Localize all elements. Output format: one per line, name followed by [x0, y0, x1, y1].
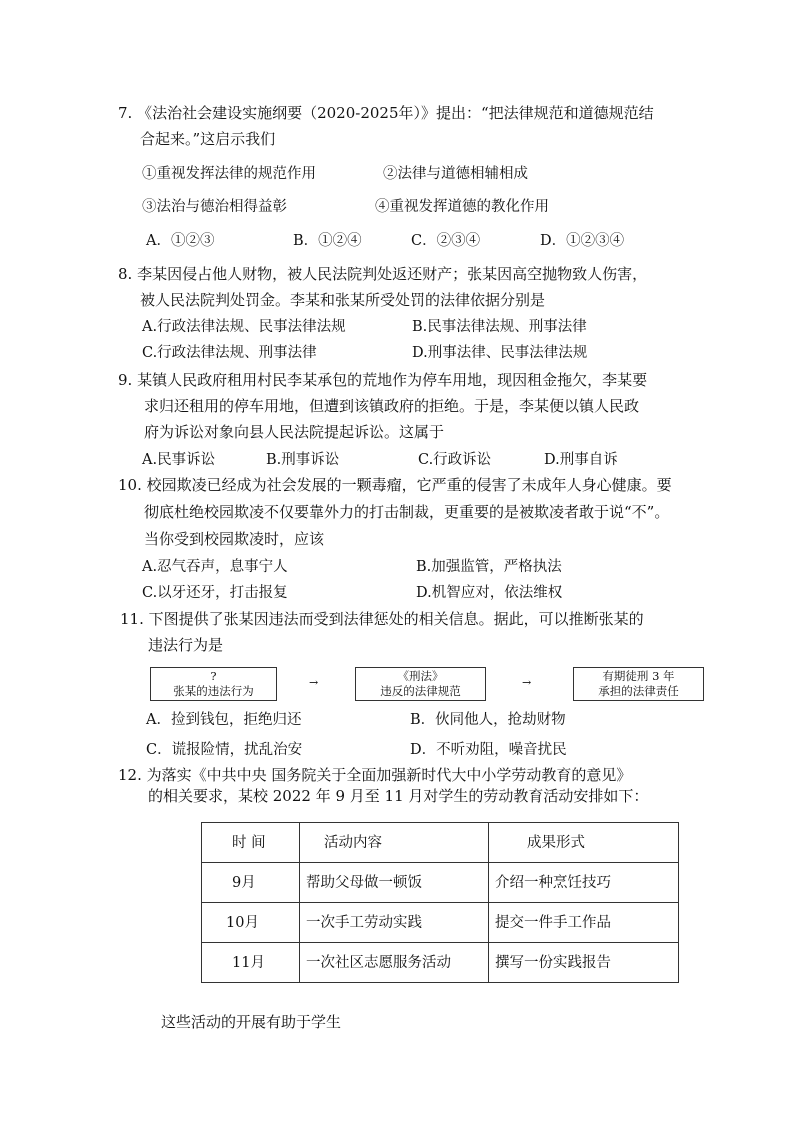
q12-activity-table [201, 822, 679, 983]
q7-statement-4: ④重视发挥道德的教化作用 [375, 199, 549, 215]
q7-option-a: A．①②③ [146, 233, 215, 249]
q10-stem-line2: 彻底杜绝校园欺凌不仅要靠外力的打击制裁，更重要的是被欺凌者敢于说“不”。 [144, 503, 670, 521]
q11-box3-top: 有期徒刑 3 年 [602, 669, 675, 683]
table-row [202, 863, 679, 903]
q9-stem-line2: 求归还租用的停车用地，但遭到该镇政府的拒绝。于是，李某便以镇人民政 [144, 397, 640, 415]
q11-option-b: B．伙同他人，抢劫财物 [410, 712, 566, 728]
q11-box3-bottom: 承担的法律责任 [598, 684, 679, 698]
q7-statement-2: ②法律与道德相辅相成 [383, 166, 528, 182]
q11-diagram-box-liability [573, 667, 704, 701]
row-result: 提交一件手工作品 [489, 903, 679, 943]
q12-closing-line: 这些活动的开展有助于学生 [161, 1013, 342, 1031]
q11-arrow-2: → [522, 676, 532, 689]
q9-option-c: C.行政诉讼 [418, 452, 492, 468]
row-result: 撰写一份实践报告 [489, 943, 679, 983]
q10-stem-line1: 10. 校园欺凌已经成为社会发展的一颗毒瘤，它严重的侵害了未成年人身心健康。要 [118, 476, 672, 494]
row-activity: 一次手工劳动实践 [300, 903, 489, 943]
q9-stem-line1: 9. 某镇人民政府租用村民李某承包的荒地作为停车用地，现因租金拖欠，李某要 [118, 371, 648, 389]
q11-option-a: A．捡到钱包，拒绝归还 [146, 712, 302, 728]
table-row [202, 943, 679, 983]
q9-option-a: A.民事诉讼 [142, 452, 216, 468]
q10-option-b: B.加强监管，严格执法 [416, 559, 562, 575]
q10-option-c: C.以牙还牙，打击报复 [142, 585, 288, 601]
q12-stem-line2: 的相关要求，某校 2022 年 9 月至 11 月对学生的劳动教育活动安排如下： [148, 787, 649, 805]
header-activity: 活动内容 [300, 823, 489, 863]
q8-stem-line2: 被人民法院判处罚金。李某和张某所受处罚的法律依据分别是 [140, 291, 546, 309]
q7-option-c: C．②③④ [411, 233, 481, 249]
table-row [202, 903, 679, 943]
q7-stem-line2: 合起来。”这启示我们 [140, 130, 276, 148]
row-result: 介绍一种烹饪技巧 [489, 863, 679, 903]
q12-stem-line1: 12. 为落实《中共中央 国务院关于全面加强新时代大中小学劳动教育的意见》 [118, 766, 632, 784]
q9-option-d: D.刑事自诉 [544, 452, 618, 468]
q8-stem-line1: 8. 李某因侵占他人财物，被人民法院判处返还财产；张某因高空抛物致人伤害， [118, 265, 648, 283]
row-activity: 帮助父母做一顿饭 [300, 863, 489, 903]
header-result: 成果形式 [489, 823, 679, 863]
table-header-row [202, 823, 679, 863]
q7-option-b: B．①②④ [293, 233, 362, 249]
row-time: 9月 [202, 863, 300, 903]
q11-box2-top: 《刑法》 [397, 669, 444, 683]
q8-option-d: D.刑事法律、民事法律法规 [412, 345, 588, 361]
q8-option-c: C.行政法律法规、刑事法律 [142, 345, 317, 361]
q11-diagram-box-law [355, 667, 486, 701]
q11-option-d: D．不听劝阻，噪音扰民 [410, 742, 567, 758]
q11-stem-line2: 违法行为是 [148, 636, 224, 654]
q10-option-a: A.忍气吞声，息事宁人 [142, 559, 288, 575]
q8-option-b: B.民事法律法规、刑事法律 [412, 319, 587, 335]
row-activity: 一次社区志愿服务活动 [300, 943, 489, 983]
q11-box1-bottom: 张某的违法行为 [173, 684, 254, 698]
q11-box1-top: ? [210, 669, 217, 683]
q7-statement-3: ③法治与德治相得益彰 [142, 199, 287, 215]
q11-box2-bottom: 违反的法律规范 [380, 684, 461, 698]
q7-stem-line1: 7. 《法治社会建设实施纲要（2020-2025年）》提出：“把法律规范和道德规范结 [118, 104, 654, 122]
q11-arrow-1: → [309, 676, 319, 689]
header-time: 时 间 [202, 823, 300, 863]
row-time: 10月 [202, 903, 300, 943]
q11-option-c: C．谎报险情，扰乱治安 [146, 742, 303, 758]
q9-stem-line3: 府为诉讼对象向县人民法院提起诉讼。这属于 [144, 423, 445, 441]
row-time: 11月 [202, 943, 300, 983]
q10-stem-line3: 当你受到校园欺凌时，应该 [144, 530, 325, 548]
q7-option-d: D．①②③④ [540, 233, 625, 249]
q9-option-b: B.刑事诉讼 [266, 452, 340, 468]
q8-option-a: A.行政法律法规、民事法律法规 [142, 319, 346, 335]
q7-statement-1: ①重视发挥法律的规范作用 [142, 166, 316, 182]
q11-diagram-box-behavior [150, 667, 277, 701]
q10-option-d: D.机智应对，依法维权 [416, 585, 563, 601]
q11-stem-line1: 11. 下图提供了张某因违法而受到法律惩处的相关信息。据此，可以推断张某的 [120, 610, 644, 628]
